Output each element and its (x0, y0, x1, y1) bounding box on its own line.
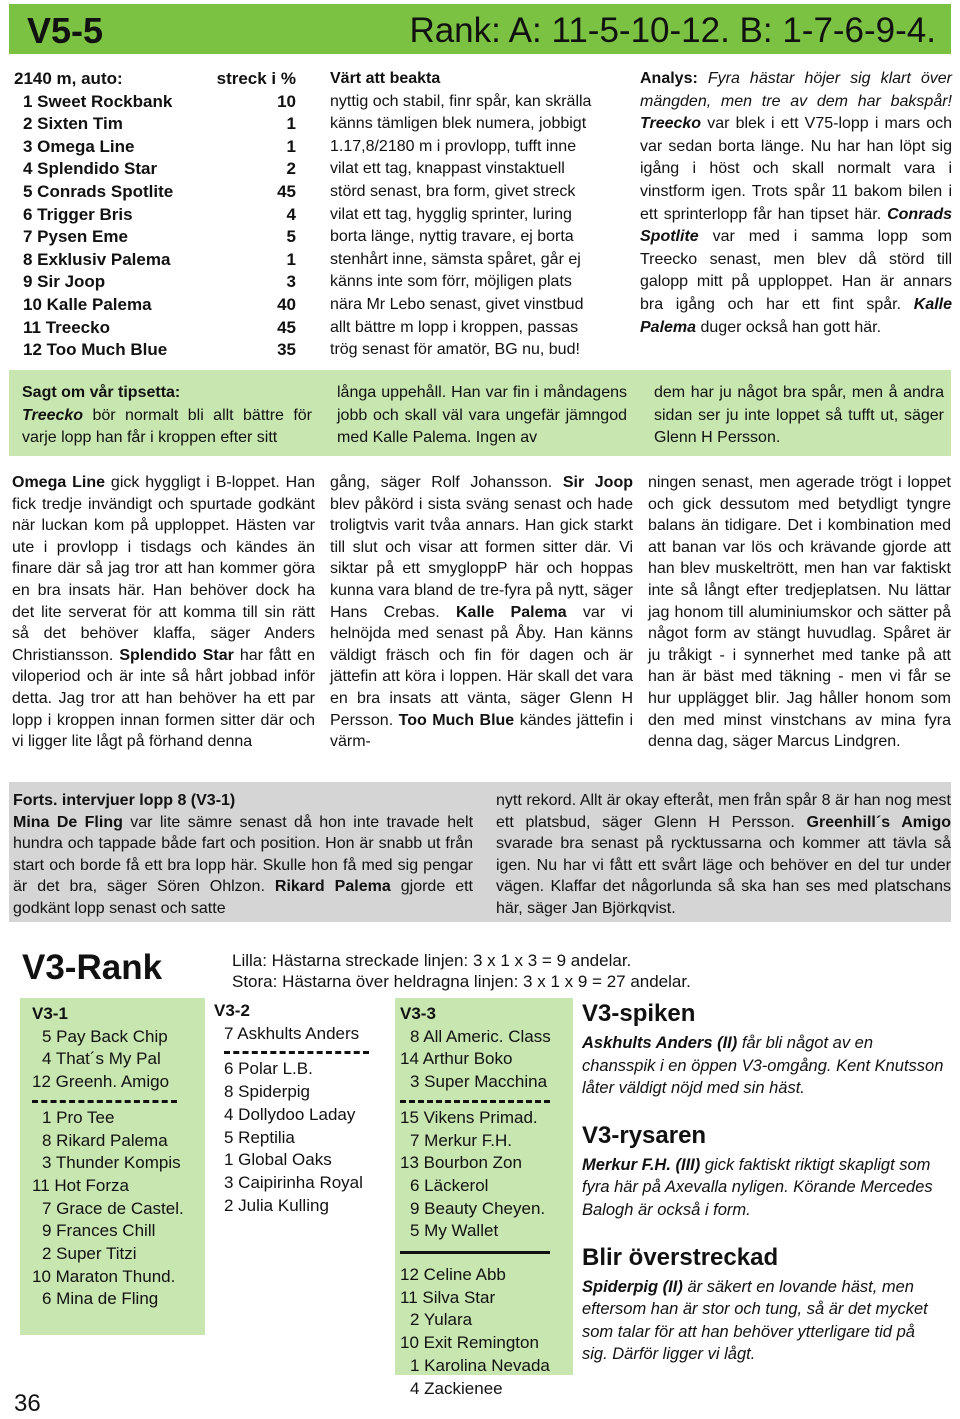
notes-column (330, 68, 630, 362)
horse-entry: 8 Rikard Palema (42, 1130, 168, 1150)
dashed-line (32, 1100, 177, 1103)
horse-entry: 10 Maraton Thund. (32, 1266, 176, 1286)
note-line: 1.17,8/2180 m i provlopp, tufft inne (330, 137, 577, 155)
horse-entry: 14 Arthur Boko (400, 1049, 513, 1069)
runners-header: 2140 m, auto: streck i % (14, 69, 296, 88)
horse-entry: 3 Super Macchina (410, 1072, 548, 1092)
horse-entry: 9 Frances Chill (42, 1221, 156, 1241)
note-line: vilat ett tag, hygglig sprinter, luring (330, 205, 572, 223)
horse-entry: 5 Reptilia (224, 1127, 295, 1147)
horse-entry: 11 Silva Star (400, 1287, 496, 1307)
horse-entry: 6 Polar L.B. (224, 1059, 313, 1079)
race-code: V5-5 (27, 10, 104, 51)
overstreckad-title: Blir överstreckad (582, 1243, 779, 1271)
horse-entry: 1 Global Oaks (224, 1150, 332, 1170)
tip-box (9, 370, 951, 456)
tip-col-2: långa uppehåll. Han var fin i måndagens jobb och skall väl vara ungefär jämngod med Kalle Palema. Ingen av (337, 384, 627, 447)
horse-entry: 1 Pro Tee (42, 1107, 115, 1127)
note-line: trög senast för amatör, BG nu, bud! (330, 341, 580, 359)
spik-title: V3-spiken (582, 1000, 696, 1027)
dashed-line (400, 1100, 550, 1103)
horse-entry: 7 Merkur F.H. (410, 1130, 513, 1150)
horse-entry: 8 Spiderpig (224, 1082, 311, 1102)
horse-entry: 5 Pay Back Chip (42, 1026, 168, 1046)
v3-3-box: V3-3 8 All Americ. Class 14 Arthur Boko 3 Super Macchina 15 Vikens Primad. 7 Merkur F.H. 13 Bourbon Zon 6 Läckerol 9 Beauty Cheyen. 5 My Wallet 12 Celine Abb 11 Silva Star 2 Yulara 10 Exit Remington 1 Karolina Nevada 4 Zackienee (395, 998, 573, 1375)
runner-row: 3 Omega Line 1 (23, 136, 296, 156)
horse-entry: 6 Läckerol (410, 1175, 489, 1195)
continued-interviews-box (9, 782, 951, 922)
overstreckad-text: Spiderpig (II) är säkert en lovande häst, men eftersom han är stor och tung, så är det mycket som talar för att han behöver ytterligare tid på sig. Därför ligger vi lågt. (582, 1277, 928, 1364)
runners-list (14, 68, 296, 362)
horse-entry: 11 Hot Forza (32, 1175, 130, 1195)
page-number: 36 (14, 1390, 41, 1417)
runner-row: 5 Conrads Spotlite 45 (23, 181, 296, 201)
horse-entry: 2 Yulara (410, 1310, 473, 1330)
horse-entry: 12 Celine Abb (400, 1265, 506, 1285)
dashed-line (224, 1051, 369, 1054)
note-line: nära Mr Lebo senast, givet vinstbud (330, 295, 584, 313)
solid-line (400, 1251, 550, 1254)
note-line: känns inte som förr, möjligen plats (330, 273, 572, 291)
horse-entry: 3 Thunder Kompis (42, 1153, 181, 1173)
horse-entry: 3 Caipirinha Royal (224, 1172, 363, 1192)
horse-entry: 12 Greenh. Amigo (32, 1072, 170, 1092)
note-line: borta länge, nyttig travare, ej borta (330, 228, 574, 246)
note-line: stenhårt inne, sämsta spåret, går ej (330, 250, 581, 268)
notes-title: Värt att beakta (330, 70, 441, 87)
runner-row: 10 Kalle Palema 40 (23, 294, 296, 314)
note-line: vilat ett tag, knappast vinstaktuell (330, 160, 565, 178)
horse-entry: 15 Vikens Primad. (400, 1107, 538, 1127)
horse-entry: 4 That´s My Pal (42, 1049, 161, 1069)
horse-entry: 5 My Wallet (410, 1221, 499, 1241)
race-rank: Rank: A: 11-5-10-12. B: 1-7-6-9-4. (409, 11, 936, 50)
horse-entry: 13 Bourbon Zon (400, 1153, 522, 1173)
v3-2-box: V3-2 7 Askhults Anders 6 Polar L.B. 8 Spiderpig 4 Dollydoo Laday 5 Reptilia 1 Global Oaks 3 Caipirinha Royal 2 Julia Kulling (214, 1000, 389, 1217)
interview-col-3: ningen senast, men agerade trögt i loppet och gick dessutom med betydligt tyngre balans än tidigare. Det i kombination med att banan var lös och krävande gjorde att han blev muskeltrött, men han var faktiskt inte så långt efter tredjeplatsen. Nu lättar jag honom till aluminiumskor och sätter på något form av stängt huvudlag. Spåret är ju tråkigt - i synnerhet med tanke på att han är bäst med täkning - men vi får se hur upplägget blir. Jag håller honom som den med minst vinstchans av mina fyra denna dag, säger Marcus Lindgren. (648, 474, 951, 751)
runner-row: 6 Trigger Bris 4 (23, 204, 296, 224)
note-line: känns tämligen blek numera, jobbigt (330, 115, 587, 133)
runner-row: 8 Exklusiv Palema 1 (23, 249, 296, 269)
tip-col-3: dem har ju något bra spår, men å andra sidan ser ju inte loppet så tufft ut, säger Glenn H Persson. (654, 384, 944, 447)
horse-entry: 1 Karolina Nevada (410, 1355, 550, 1375)
horse-entry: 2 Super Titzi (42, 1244, 137, 1264)
race-header (9, 4, 951, 54)
horse-entry: 7 Grace de Castel. (42, 1198, 184, 1218)
interview-col-2: gång, säger Rolf Johansson. Sir Joop blev påkörd i sista sväng senast och hade troligtvis varit tvåa annars. Han gick starkt till slut och visar att formen sitter där. Vi siktar på ett smygloppP här och hoppas kunna vara bland de tre-fyra på nytt, säger Hans Crebas. Kalle Palema var vi helnöjda med senast på Åby. Han känns väldigt fräsch och fin för dagen och är jättefin att köra i loppen. Här skall det vara en bra insats att vänta, säger Glenn H Persson. Too Much Blue kändes jättefin i värm- (330, 474, 634, 751)
runner-row: 4 Splendido Star 2 (23, 159, 296, 179)
runner-row: 11 Treecko 45 (23, 317, 296, 337)
note-line: nyttig och stabil, finr spår, kan skrälla (330, 92, 592, 110)
runner-row: 9 Sir Joop 3 (23, 272, 296, 292)
spik-text: Askhults Anders (II) får bli något av en chansspik i en öppen V3-omgång. Kent Knutsson låter väldigt nöjd med sin häst. (582, 1034, 944, 1098)
v3-1-box: V3-1 5 Pay Back Chip 4 That´s My Pal 12 Greenh. Amigo 1 Pro Tee 8 Rikard Palema 3 Thunder Kompis 11 Hot Forza 7 Grace de Castel. 9 Frances Chill 2 Super Titzi 10 Maraton Thund. 6 Mina de Fling (20, 998, 205, 1335)
runner-row: 2 Sixten Tim 1 (23, 114, 296, 134)
runner-row: 1 Sweet Rockbank 10 (23, 91, 296, 111)
rysaren-title: V3-rysaren (582, 1121, 707, 1149)
horse-entry: 6 Mina de Fling (42, 1289, 159, 1309)
horse-entry: 7 Askhults Anders (224, 1023, 360, 1043)
tip-title: Sagt om vår tipsetta: (22, 384, 181, 401)
horse-entry: 9 Beauty Cheyen. (410, 1198, 546, 1218)
continued-col-2: nytt rekord. Allt är okay efteråt, men från spår 8 är han nog mest ett platsbud, säger Glenn H Persson. Greenhill´s Amigo svarade bra senast på rycktussarna och kommer att tävla så igen. Nu har vi fått ett svårt läge och behöver en del tur under vägen. Klaffar det någorlunda så ska han ses med platschans här, säger Jan Björkqvist. (496, 792, 951, 917)
continued-col-1: Forts. intervjuer lopp 8 (V3-1) Mina De Fling var lite sämre senast då hon inte travade helt hundra och tappade både fart och position. Hon är snabb ut från start och borde få ett bra lopp här. Skulle hon få med sig pengar är det bra, säger Sören Ohlzon. Rikard Palema gjorde ett godkänt lopp senast och satte (13, 792, 474, 917)
tip-col-1: Sagt om vår tipsetta: Treecko bör normalt bli allt bättre för varje lopp han får i kroppen efter sitt (22, 384, 312, 447)
runner-row: 12 Too Much Blue 35 (23, 340, 296, 360)
runner-row: 7 Pysen Eme 5 (23, 227, 296, 247)
horse-entry: 2 Julia Kulling (224, 1195, 329, 1215)
note-line: störd senast, bra form, givet streck (330, 182, 576, 200)
rysaren-text: Merkur F.H. (III) gick faktiskt riktigt skapligt som fyra här på Axevalla nyligen. Körande Mercedes Balogh är också i form. (582, 1155, 933, 1219)
v3-instructions: Lilla: Hästarna streckade linjen: 3 x 1 x 3 = 9 andelar. Stora: Hästarna över heldragna linjen: 3 x 1 x 9 = 27 andelar. (232, 951, 691, 991)
v3-rank-title: V3-Rank (22, 948, 163, 987)
horse-entry: 4 Dollydoo Laday (224, 1104, 356, 1124)
analysis-column: Analys: Fyra hästar höjer sig klart över mängden, men tre av dem har bakspår! Treecko var blek i ett V75-lopp i mars och var sedan borta länge. Nu har han löpt sig igång i höst och skall normalt vara i vinstform igen. Trots spår 11 bakom bilen i ett sprinterlopp får han tipset här. Conrads Spotlite var med i samma lopp som Treecko senast, men blev då störd till galopp mitt på upploppet. Han är annars bra igång och har ett fint spår. Kalle Palema duger också han gott här. (640, 70, 953, 336)
analysis-label: Analys: (640, 70, 698, 87)
horse-entry: 4 Zackienee (410, 1378, 503, 1398)
horse-entry: 8 All Americ. Class (410, 1026, 551, 1046)
interview-col-1: Omega Line gick hyggligt i B-loppet. Han fick tredje invändigt och spurtade godkänt när luckan kom på upploppet. Hästen var ute i provlopp i tisdags och kändes än finare där så jag tror att han kommer göra en bra insats här. Han behöver dock ha det lite serverat för att komma till sin rätt så det behöver klaffa, säger Anders Christiansson. Splendido Star har fått en viloperiod och är inte så hårt jobbad inför detta. Jag tror att han behöver ha ett par lopp i kroppen innan formen sitter där och vi ligger lite lågt på förhand denna (12, 474, 316, 751)
horse-entry: 10 Exit Remington (400, 1333, 539, 1353)
v3-side-panel (582, 1000, 944, 1366)
note-line: allt bättre m lopp i kroppen, passas (330, 318, 579, 336)
